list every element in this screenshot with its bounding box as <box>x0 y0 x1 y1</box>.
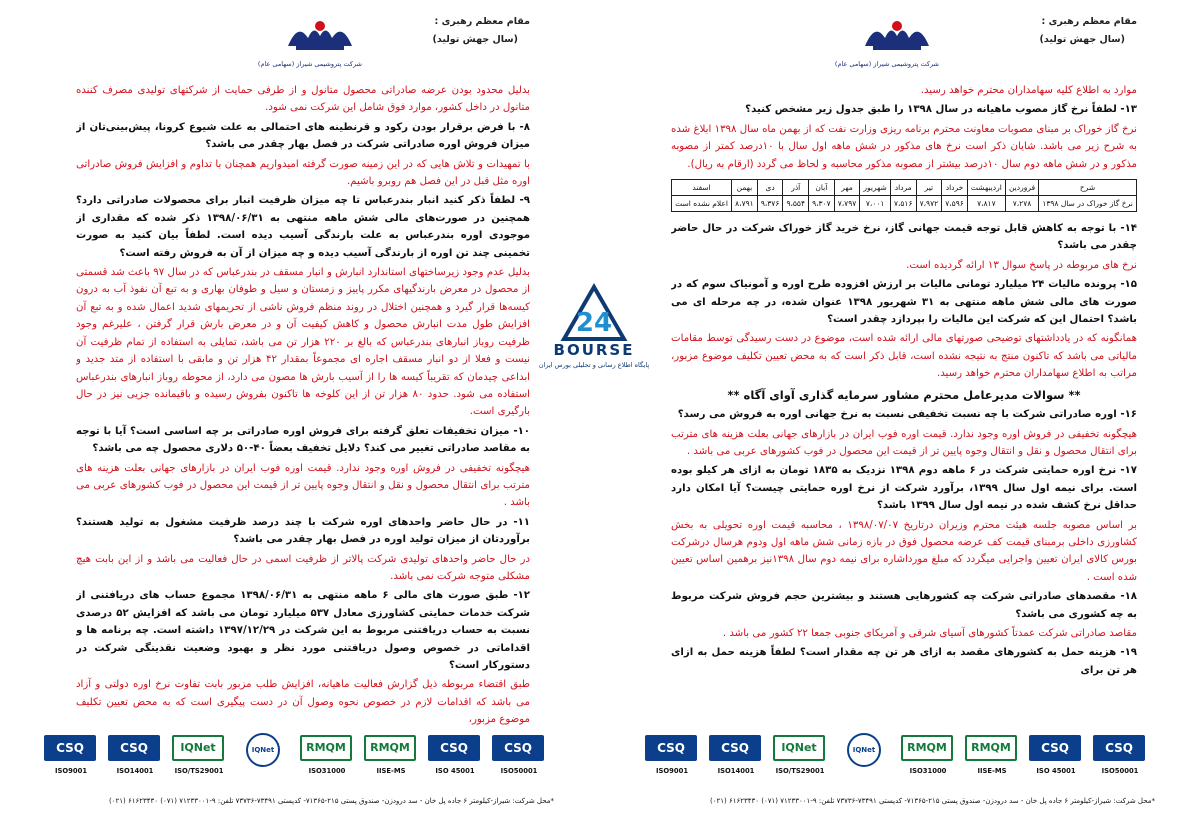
cert-label: ISO9001 <box>54 767 88 775</box>
cert-csq-iso50001 <box>1091 733 1149 783</box>
company-caption: شرکت پتروشیمی شیراز (سهامی عام) <box>257 60 362 68</box>
question-text: ۸- با فرض برقرار بودن رکود و قرنطینه های احتمالی به علت شیوع کرونا، پیش‌بینی‌تان از میزان فروش اوره صادراتی شرکت در فصل بهار چقدر می باشد؟ <box>76 121 530 151</box>
table-header-cell: فروردین <box>1005 180 1038 196</box>
answer-text: هیچگونه تخفیفی در فروش اوره وجود ندارد. قیمت اوره فوب ایران در بازارهای جهانی بعلت هزینه های مترتب برای انتقال محصول و نقل و انتقال وجوه پایین تر از قیمت این محصول در فوب کشورهای عربی می باشد . <box>76 462 530 509</box>
cert-label: ISO9001 <box>655 767 689 775</box>
table-cell: ۷،۷۹۷ <box>834 196 860 212</box>
company-logo <box>834 16 939 68</box>
page-footer: *محل شرکت: شیراز-کیلومتر ۶ جاده پل خان - سد درودزن- صندوق پستی ۲۱۵-۷۱۳۶۵- کدپستی ۷۳۴۹۱-۷۳۷۳۶ تلفن: ۹-۷۱۲۳۳۰۰۱ (۰۷۱) ۶۱۶۲۳۴۳۰ (۰۲۱) <box>709 797 1155 805</box>
cert-rmqm-iso31000 <box>298 733 356 783</box>
rmqm-logo-icon: RMQM <box>364 735 416 761</box>
cert-label: ISO14001 <box>116 767 154 775</box>
iqnet-logo-icon: IQNet <box>773 735 825 761</box>
csq-logo-icon: CSQ <box>44 735 96 761</box>
rmqm-logo-icon: RMQM <box>300 735 352 761</box>
table-header-cell: آذر <box>783 180 809 196</box>
answer-text: بر اساس مصوبه جلسه هیئت محترم وزیران درتاریخ ۱۳۹۸/۰۷/۰۷ ، محاسبه قیمت اوره تحویلی به بخش کشاورزی داخلی برمبنای قیمت کف عرضه محصول فوق در بازه زمانی شش ماهه اول ودوم هرسال درشرکت بورس کالای ایران تعیین واجرایی میگردد که مبلغ مورداشاره برای نیمه دوم سال ۱۳۹۸نیز برهمین اساس تعیین شده است . <box>671 519 1137 583</box>
cert-iqnet-seal <box>234 733 292 783</box>
question-text: ۱۴- با توجه به کاهش قابل توجه قیمت جهانی گاز، نرخ خرید گاز خوراک شرکت در حال حاضر چقدر می باشد؟ <box>671 223 1137 252</box>
page-gutter <box>584 0 601 823</box>
table-cell: ۷،۸۱۷ <box>967 196 1005 212</box>
company-logo <box>257 16 362 68</box>
table-header-cell: آبان <box>809 180 835 196</box>
table-header-cell: تیر <box>916 180 942 196</box>
year-motto: (سال جهش تولید) <box>1039 34 1125 45</box>
answer-text: نرخ های مربوطه در پاسخ سوال ۱۳ ارائه گردیده است. <box>906 259 1137 271</box>
answer-text: نرخ گاز خوراک بر مبنای مصوبات معاونت محترم برنامه ریزی وزارت نفت که از بهمن ماه سال ۱۳۹۸ ابلاغ شده به شرح زیر می باشد. شایان ذکر است نرخ های مذکور در شش ماهه اول سال با ۱۰درصد کمتر از مصوبه مذکور و در شش ماهه دوم سال ۱۰درصد بیشتر از مصوبه مذکور محاسبه و لحاظ می گردد (ارقام به ریال). <box>671 123 1137 170</box>
answer-text: بدلیل محدود بودن عرضه صادراتی محصول متانول و از طرفی حمایت از شرکتهای تولیدی مصرف کننده متانول در داخل کشور، موارد فوق شامل این شرکت نمی شود. <box>76 85 530 114</box>
page-header <box>0 16 584 84</box>
page-header <box>601 16 1185 84</box>
table-cell: ۷،۹۷۲ <box>916 196 942 212</box>
csq-logo-icon: CSQ <box>645 735 697 761</box>
table-header-cell: مهر <box>834 180 860 196</box>
question-text: ۱۶- اوره صادراتی شرکت با چه نسبت تخفیفی نسبت به نرخ جهانی اوره به فروش می رسد؟ <box>677 409 1137 421</box>
csq-logo-icon: CSQ <box>709 735 761 761</box>
table-header-cell: شهریور <box>860 180 891 196</box>
cert-label: ISO/TS29001 <box>174 767 224 775</box>
page-footer: *محل شرکت: شیراز-کیلومتر ۶ جاده پل خان - سد درودزن- صندوق پستی ۲۱۵-۷۱۳۶۵- کدپستی ۷۳۴۹۱-۷۳۷۳۶ تلفن: ۹-۷۱۲۳۳۰۰۱ (۰۷۱) ۶۱۶۲۳۴۳۰ (۰۲۱) <box>108 797 554 805</box>
question-text: ۱۹- هزینه حمل به کشورهای مقصد به ازای هر تن چه مقدار است؟ لطفاً هزینه حمل به ازای هر تن برای <box>671 647 1137 676</box>
question-text: ۱۸- مقصدهای صادراتی شرکت چه کشورهایی هستند و بیشترین حجم فروش شرکت مربوط به چه کشوری می باشد؟ <box>671 591 1137 620</box>
table-cell: ۷،۲۷۸ <box>1005 196 1038 212</box>
question-text: ۹- لطفاً ذکر کنید انبار بندرعباس تا چه میزان ظرفیت انبار برای محصولات صادراتی دارد؟ همچنین در صورت‌های مالی شش ماهه منتهی به ۱۳۹۸/۰۶/۳۱ ذکر شده که مقداری از موجودی اوره بندرعباس به علت بارندگی آسیب دیده است. لطفاً بیان کنید به صورت تخمینی چند تن اوره از بارندگی آسیب دیده و چه میزان از آن به فروش رفته است؟ <box>76 195 530 259</box>
salutation: مقام معظم رهبری : <box>1041 16 1137 27</box>
document-page-right <box>601 0 1185 823</box>
cert-label: ISO50001 <box>1101 767 1139 775</box>
salutation: مقام معظم رهبری : <box>434 16 530 27</box>
iqnet-logo-icon: IQNet <box>172 735 224 761</box>
table-header-row <box>672 180 1137 196</box>
cert-rmqm-iise <box>963 733 1021 783</box>
table-header-cell: شرح <box>1039 180 1137 196</box>
cert-csq-iso9001 <box>42 733 100 783</box>
cert-iqnet-ts29001 <box>771 733 829 783</box>
cert-label: ISO 45001 <box>1036 767 1076 775</box>
answer-text: بدلیل عدم وجود زیرساختهای استاندارد انبارش و انبار مسقف در بندرعباس که در سال ۹۷ باعث شد قسمتی از محصول در معرض بارندگیهای مکرر پاییز و زمستان و سیل و طوفان بهاری و به تبع آن نفوذ آب به درون کیسه‌ها قرار گیرد و همچنین اختلال در روند منظم فروش ناشی از تحریمهای شدید اعمال شده و به تبع آن افزایش طول مدت انبارش محصول و کاهش کیفیت آن و در معرض بارش قرار گرفتن ، علیرغم وجود ظرفیت روباز انبارهای بندرعباس که بالغ بر ۲۲۰ هزار تن می باشد، تمایلی به استفاده از تمام ظرفیت آن نیست و فعلا از دو انبار مسقف اجاره ای مجموعاً بمقدار ۴۲ هزار تن و مابقی با استفاده از متد جدید و ابداعی چیدمان که تقریباً کیسه ها را از آسیب بارش ها مصون می دارد، از محوطه روباز انبارهای بندرعباس استفاده می شود. حدود ۸۰ هزار تن از این کلوخه ها تاکنون بفروش رسیده و باقیمانده جزیی نیز در حال بارگیری است. <box>76 267 530 418</box>
document-page-left <box>0 0 584 823</box>
gas-price-table <box>671 179 1137 212</box>
cert-csq-iso14001 <box>707 733 765 783</box>
company-caption: شرکت پتروشیمی شیراز (سهامی عام) <box>834 60 939 68</box>
iqnet-seal-icon: IQNet <box>246 733 280 767</box>
certification-strip <box>42 733 554 783</box>
cert-label: ISO/TS29001 <box>775 767 825 775</box>
cert-iqnet-seal <box>835 733 893 783</box>
iqnet-seal-icon: IQNet <box>847 733 881 767</box>
question-text: ۱۲- طبق صورت های مالی ۶ ماهه منتهی به ۱۳۹۸/۰۶/۳۱ مجموع حساب های دریافتنی از شرکت خدمات حمایتی کشاورزی معادل ۵۳۷ میلیارد تومان می باشد که افزایش ۵۲ درصدی نسبت به حساب دریافتنی مربوط به این شرکت در ۱۳۹۷/۱۲/۲۹ داشته است. چه برنامه ها و اقداماتی در خصوص وصول دریافتنی مورد نظر و بهبود وضعیت نقدینگی شرکت در دستورکار است؟ <box>76 590 530 671</box>
svg-text:24: 24 <box>575 308 613 338</box>
answer-text: طبق اقتضاء مربوطه ذیل گزارش فعالیت ماهیانه، افزایش طلب مزبور بابت تفاوت نرخ اوره دولتی و آزاد می باشد که اقدامات لازم در خصوص نحوه وصول آن در دست پیگیری است که به محض تعیین تکلیف موضوع مزبور، <box>76 679 530 726</box>
table-cell: ۷،۵۹۶ <box>942 196 968 212</box>
cert-label: ISO50001 <box>500 767 538 775</box>
cert-csq-iso14001 <box>106 733 164 783</box>
csq-logo-icon: CSQ <box>428 735 480 761</box>
cert-label: ISO31000 <box>909 767 947 775</box>
table-header-cell: مرداد <box>890 180 916 196</box>
certification-strip <box>643 733 1155 783</box>
question-text: ۱۳- لطفاً نرخ گاز مصوب ماهیانه در سال ۱۳۹۸ را طبق جدول زیر مشخص کنید؟ <box>745 104 1137 116</box>
cert-csq-iso9001 <box>643 733 701 783</box>
cert-iqnet-ts29001 <box>170 733 228 783</box>
bourse-24-logo-icon <box>534 283 654 341</box>
document-body <box>76 82 530 727</box>
question-text: ۱۱- در حال حاضر واحدهای اوره شرکت با چند درصد ظرفیت مشغول به تولید هستند؟ برآوردتان از میزان تولید اوره در فصل بهار چقدر می باشد؟ <box>76 516 530 546</box>
table-cell: ۹،۳۷۶ <box>757 196 783 212</box>
answer-text: در حال حاضر واحدهای تولیدی شرکت پالاتر از ظرفیت اسمی در حال فعالیت می باشد و از این بابت هیچ مشکلی متوجه شرکت نمی باشد. <box>76 553 530 582</box>
cert-csq-iso45001 <box>1027 733 1085 783</box>
table-header-cell: خرداد <box>942 180 968 196</box>
table-cell: نرخ گاز خوراک در سال ۱۳۹۸ <box>1039 196 1137 212</box>
table-cell: ۹،۳۰۷ <box>809 196 835 212</box>
csq-logo-icon: CSQ <box>1093 735 1145 761</box>
table-header-cell: اسفند <box>672 180 732 196</box>
csq-logo-icon: CSQ <box>108 735 160 761</box>
document-body <box>671 82 1137 727</box>
answer-text: موارد به اطلاع کلیه سهامداران محترم خواهد رسید. <box>920 85 1137 96</box>
table-header-cell: اردیبهشت <box>967 180 1005 196</box>
cert-label: IISE-MS <box>977 767 1007 775</box>
cert-csq-iso45001 <box>426 733 484 783</box>
question-text: ۱۵- پرونده مالیات ۲۴ میلیارد تومانی مالیات بر ارزش افزوده طرح اوره و آمونیاک سوم که در صورت های مالی شش ماهه منتهی به ۳۱ شهریور ۱۳۹۸ عنوان شده، در چه مرحله ای می باشد؟ احتمال این که شرکت این مالیات را بپردازد چقدر است؟ <box>671 279 1137 326</box>
section-title: ** سوالات مدیرعامل محترم مشاور سرمایه گذاری آوای آگاه ** <box>727 387 1081 402</box>
table-cell: ۸،۷۹۱ <box>732 196 758 212</box>
bourse-subtitle: پایگاه اطلاع رسانی و تحلیلی بورس ایران <box>538 361 650 369</box>
answer-text: مقاصد صادراتی شرکت عمدتاً کشورهای آسیای شرقی و آمریکای جنوبی جمعا ۲۲ کشور می باشد . <box>722 627 1137 639</box>
rmqm-logo-icon: RMQM <box>965 735 1017 761</box>
csq-logo-icon: CSQ <box>1029 735 1081 761</box>
cert-label: ISO 45001 <box>435 767 475 775</box>
cert-label: IISE-MS <box>376 767 406 775</box>
cert-csq-iso50001 <box>490 733 548 783</box>
year-motto: (سال جهش تولید) <box>432 34 518 45</box>
table-row <box>672 196 1137 212</box>
bourse-wordmark: BOURSE <box>553 341 635 359</box>
table-header-cell: بهمن <box>732 180 758 196</box>
answer-text: هیچگونه تخفیفی در فروش اوره وجود ندارد. قیمت اوره فوب ایران در بازارهای جهانی بعلت هزینه های مترتب برای انتقال محصول و نقل و انتقال وجوه پایین تر از قیمت این محصول در فوب کشورهای عربی می باشد . <box>671 428 1137 457</box>
rmqm-logo-icon: RMQM <box>901 735 953 761</box>
cert-label: ISO31000 <box>308 767 346 775</box>
table-cell: ۷،۵۱۶ <box>890 196 916 212</box>
csq-logo-icon: CSQ <box>492 735 544 761</box>
bourse-watermark <box>534 283 654 379</box>
petrochemical-logo-icon <box>278 16 362 56</box>
answer-text: با تمهیدات و تلاش هایی که در این زمینه صورت گرفته امیدواریم همچنان با تداوم و افزایش فروش صادراتی اوره مثل قبل در این فصل هم روبرو باشیم. <box>76 158 530 188</box>
cert-rmqm-iso31000 <box>899 733 957 783</box>
question-text: ۱۷- نرخ اوره حمایتی شرکت در ۶ ماهه دوم ۱۳۹۸ نزدیک به ۱۸۳۵ تومان به ازای هر کیلو بوده است. برای نیمه اول سال ۱۳۹۹، برآورد شرکت از نرخ اوره حمایتی چیست؟ آیا امکان دارد حداقل نرخ کشف شده در نیمه اول سال ۱۳۹۹ باشد؟ <box>671 465 1137 512</box>
petrochemical-logo-icon <box>855 16 939 56</box>
cert-label: ISO14001 <box>717 767 755 775</box>
table-cell: ۷،۰۰۱ <box>860 196 891 212</box>
answer-text: همانگونه که در یادداشتهای توضیحی صورتهای مالی ارائه شده است، موضوع در دست رسیدگی توسط مقامات مالیاتی می باشد که تاکنون منتج به نتیجه نشده است، قابل ذکر است که به محض تعیین تکلیف موضوع مزبور، مراتب به اطلاع سهامداران محترم خواهد رسید. <box>671 333 1137 380</box>
table-cell: اعلام نشده است <box>672 196 732 212</box>
table-header-cell: دی <box>757 180 783 196</box>
question-text: ۱۰- میزان تخفیفات تعلق گرفته برای فروش اوره صادراتی بر چه اساسی است؟ آیا با توجه به مقاصد صادراتی تغییر می کند؟ دلایل تخفیف بعضاً ۴۰-۵۰ دلاری محصول چه می باشد؟ <box>76 425 530 455</box>
table-cell: ۹،۵۵۴ <box>783 196 809 212</box>
cert-rmqm-iise <box>362 733 420 783</box>
